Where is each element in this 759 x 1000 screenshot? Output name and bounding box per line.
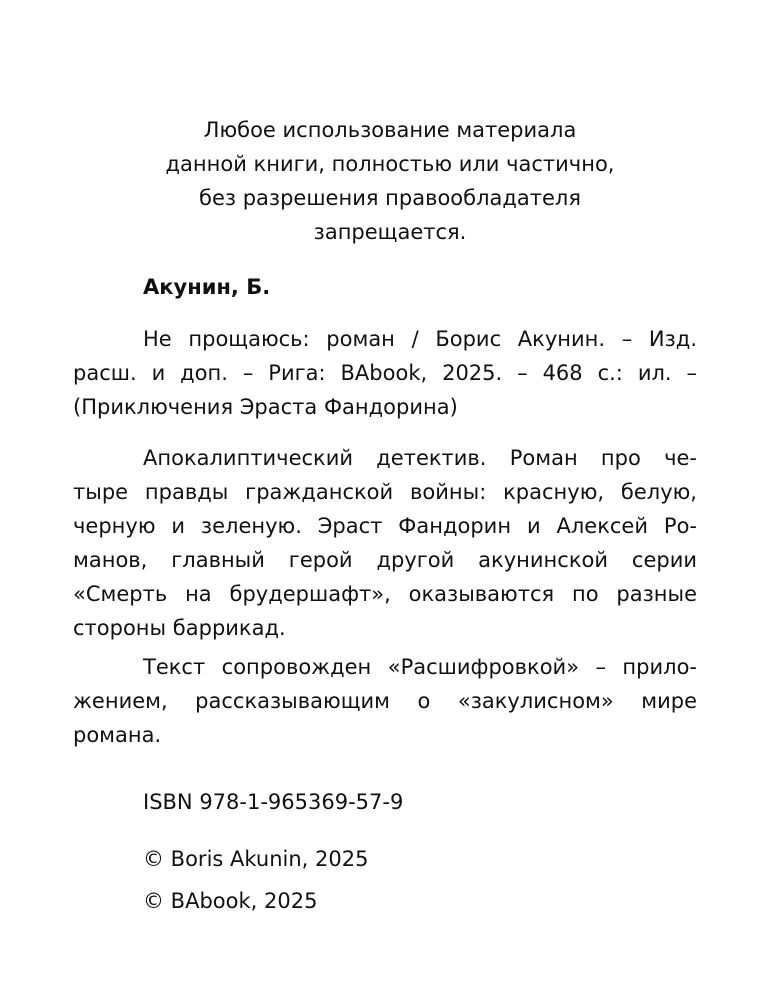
bibliographic-entry	[73, 322, 697, 424]
isbn: ISBN 978-1-965369-57-9	[143, 790, 404, 814]
copyright-notice	[80, 113, 700, 249]
annotation-line: «Смерть на брудершафт», оказываются по разные	[73, 582, 697, 606]
annotation-line: Апокалиптический детектив. Роман про че-	[143, 446, 697, 470]
entry-line: расш. и доп. – Рига: BAbook, 2025. – 468 с.: ил. –	[73, 361, 697, 385]
annotation-line: тыре правды гражданской войны: красную, белую,	[73, 480, 697, 504]
notice-line: данной книги, полностью или частично,	[165, 152, 615, 176]
annotation-line: жением, рассказывающим о «закулисном» мире	[73, 689, 697, 713]
annotation-line: романа.	[73, 723, 162, 747]
author-heading: Акунин, Б.	[143, 275, 271, 299]
annotation-line: манов, главный герой другой акунинской серии	[73, 548, 697, 572]
annotation-line: черную и зеленую. Эраст Фандорин и Алексей Ро-	[73, 514, 697, 538]
copyright-author: © Boris Akunin, 2025	[143, 847, 369, 871]
entry-line: (Приключения Эраста Фандорина)	[73, 395, 458, 419]
annotation-line: стороны баррикад.	[73, 616, 286, 640]
notice-line: без разрешения правообладателя	[199, 186, 581, 210]
notice-line: запрещается.	[313, 220, 467, 244]
notice-line: Любое использование материала	[203, 118, 577, 142]
annotation-line: Текст сопровожден «Расшифровкой» – прило-	[143, 655, 697, 679]
copyright-publisher: © BAbook, 2025	[143, 889, 318, 913]
annotation-paragraph	[73, 441, 697, 645]
entry-line: Не прощаюсь: роман / Борис Акунин. – Изд.	[143, 327, 697, 351]
annotation-paragraph-2	[73, 650, 697, 752]
